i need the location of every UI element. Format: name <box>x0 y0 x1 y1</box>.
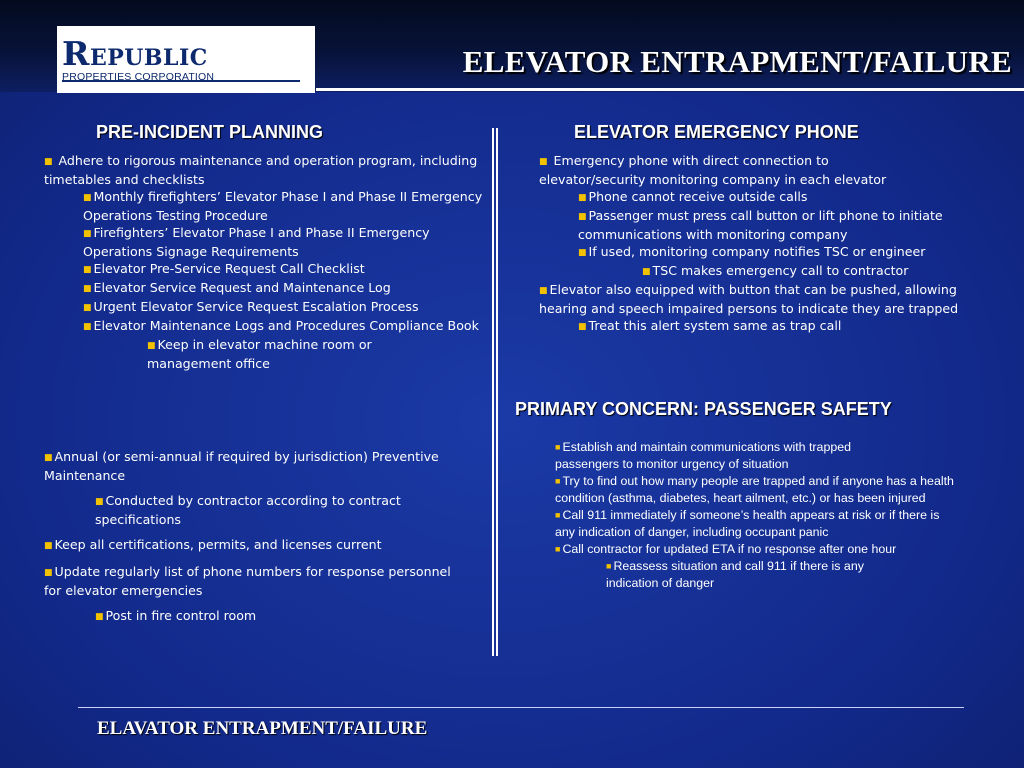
square-bullet-icon: ■ <box>555 544 561 554</box>
list-item: ■ If used, monitoring company notifies TSC or engineer <box>578 244 926 259</box>
square-bullet-icon: ■ <box>44 568 53 578</box>
square-bullet-icon: ■ <box>83 284 92 294</box>
pre-incident-list <box>44 152 484 372</box>
column-divider-left <box>492 128 494 656</box>
republic-logo <box>57 26 315 93</box>
list-item: ■ Elevator Pre-Service Request Call Checklist <box>83 261 365 276</box>
logo-wordmark: REPUBLIC <box>62 34 208 73</box>
footer-rule <box>78 707 964 708</box>
list-item: ■ Adhere to rigorous maintenance and operation program, including timetables and checklists <box>44 153 478 187</box>
square-bullet-icon: ■ <box>642 267 651 277</box>
list-item: ■ Update regularly list of phone numbers for response personnel for elevator emergencies <box>44 564 451 598</box>
emergency-phone-list <box>539 152 979 336</box>
list-item: ■ Monthly firefighters’ Elevator Phase I and Phase II Emergency Operations Testing Procedure <box>83 189 483 223</box>
footer-title: ELAVATOR ENTRAPMENT/FAILURE <box>97 718 428 739</box>
square-bullet-icon: ■ <box>578 322 587 332</box>
square-bullet-icon: ■ <box>578 193 587 203</box>
square-bullet-icon: ■ <box>44 157 53 167</box>
list-item: ■ Reassess situation and call 911 if there is any indication of danger <box>606 559 864 590</box>
list-item: ■ Elevator Maintenance Logs and Procedures Compliance Book <box>83 318 479 333</box>
list-item: ■ Conducted by contractor according to contract specifications <box>95 493 401 527</box>
square-bullet-icon: ■ <box>578 248 587 258</box>
list-item: ■ Phone cannot receive outside calls <box>578 189 808 204</box>
maintenance-list <box>44 448 454 626</box>
list-item: ■ Elevator also equipped with button that can be pushed, allowing hearing and speech impaired persons to indicate they are trapped <box>539 282 959 316</box>
square-bullet-icon: ■ <box>147 341 156 351</box>
list-item: ■ Urgent Elevator Service Request Escalation Process <box>83 299 419 314</box>
list-item: ■ Call 911 immediately if someone’s health appears at risk or if there is any indication of danger, including occupant panic <box>555 508 940 539</box>
square-bullet-icon: ■ <box>95 612 104 622</box>
list-item: ■ Elevator Service Request and Maintenance Log <box>83 280 391 295</box>
list-item: ■ Emergency phone with direct connection to elevator/security monitoring company in each elevator <box>539 153 887 187</box>
list-item: ■ Call contractor for updated ETA if no response after one hour <box>555 542 897 556</box>
list-item: ■ TSC makes emergency call to contractor <box>642 263 909 278</box>
title-underline <box>316 88 1024 91</box>
column-divider-right <box>496 128 498 656</box>
square-bullet-icon: ■ <box>44 453 53 463</box>
list-item: ■ Post in fire control room <box>95 608 257 623</box>
square-bullet-icon: ■ <box>95 497 104 507</box>
square-bullet-icon: ■ <box>606 561 612 571</box>
list-item: ■ Treat this alert system same as trap call <box>578 318 842 333</box>
heading-passenger-safety: PRIMARY CONCERN: PASSENGER SAFETY <box>515 399 892 419</box>
square-bullet-icon: ■ <box>83 265 92 275</box>
heading-elevator-emergency-phone: ELEVATOR EMERGENCY PHONE <box>574 122 859 142</box>
square-bullet-icon: ■ <box>539 286 548 296</box>
list-item: ■ Annual (or semi-annual if required by jurisdiction) Preventive Maintenance <box>44 449 439 483</box>
list-item: ■ Firefighters’ Elevator Phase I and Phase II Emergency Operations Signage Requirements <box>83 225 430 259</box>
heading-pre-incident-planning: PRE-INCIDENT PLANNING <box>96 122 324 142</box>
square-bullet-icon: ■ <box>44 541 53 551</box>
square-bullet-icon: ■ <box>83 229 92 239</box>
square-bullet-icon: ■ <box>83 303 92 313</box>
square-bullet-icon: ■ <box>83 322 92 332</box>
logo-subtitle: PROPERTIES CORPORATION <box>62 71 215 83</box>
list-item: ■ Establish and maintain communications with trapped passengers to monitor urgency of situation <box>555 440 852 471</box>
square-bullet-icon: ■ <box>578 212 587 222</box>
square-bullet-icon: ■ <box>555 510 561 520</box>
square-bullet-icon: ■ <box>539 157 548 167</box>
square-bullet-icon: ■ <box>83 193 92 203</box>
square-bullet-icon: ■ <box>555 442 561 452</box>
list-item: ■ Try to find out how many people are trapped and if anyone has a health condition (asthma, diabetes, heart ailment, etc.) or has been injured <box>555 474 954 505</box>
list-item: ■ Keep in elevator machine room or management office <box>147 337 372 371</box>
passenger-safety-list <box>555 439 960 592</box>
list-item: ■ Keep all certifications, permits, and licenses current <box>44 537 382 552</box>
list-item: ■ Passenger must press call button or lift phone to initiate communications with monitoring company <box>578 208 943 242</box>
slide-title: ELEVATOR ENTRAPMENT/FAILURE <box>462 44 1012 79</box>
square-bullet-icon: ■ <box>555 476 561 486</box>
